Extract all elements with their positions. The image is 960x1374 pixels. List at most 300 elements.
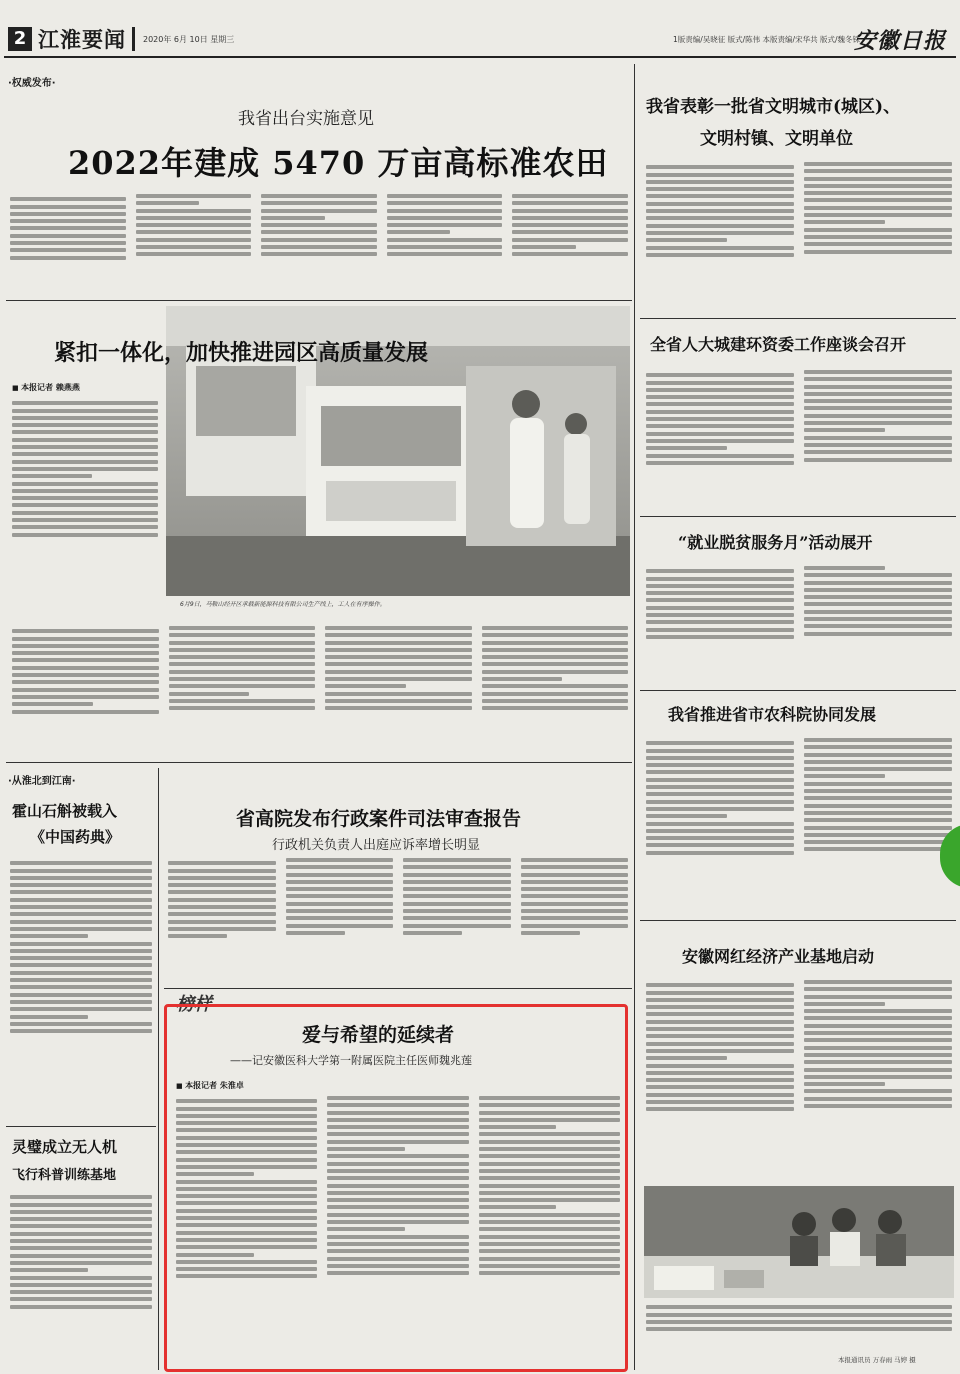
- text-line: [646, 439, 794, 443]
- text-line: [804, 573, 952, 577]
- text-line: [168, 869, 276, 873]
- text-line: [646, 1064, 794, 1068]
- text-line: [479, 1257, 620, 1261]
- text-line: [10, 1007, 152, 1011]
- text-line: [479, 1242, 620, 1246]
- text-line: [136, 201, 200, 205]
- text-line: [325, 670, 472, 674]
- text-line: [804, 624, 952, 628]
- text-line: [12, 680, 159, 684]
- doctor-body: [176, 1096, 620, 1366]
- text-line: [804, 818, 952, 822]
- text-line: [646, 591, 794, 595]
- text-line: [327, 1213, 468, 1217]
- text-line: [403, 865, 511, 869]
- park-body: [12, 626, 628, 756]
- text-line: [646, 1071, 794, 1075]
- text-line: [479, 1205, 557, 1209]
- text-line: [169, 648, 316, 652]
- row-rule: [640, 318, 956, 319]
- text-line: [325, 626, 472, 630]
- text-line: [168, 912, 276, 916]
- text-line: [176, 1231, 317, 1235]
- text-line: [804, 789, 952, 793]
- text-line: [176, 1187, 317, 1191]
- masthead-divider: [132, 27, 135, 51]
- text-line: [327, 1176, 468, 1180]
- text-line: [169, 641, 316, 645]
- text-line: [403, 916, 511, 920]
- text-line: [168, 876, 276, 880]
- text-line: [176, 1245, 317, 1249]
- text-line: [646, 194, 794, 198]
- text-line: [261, 216, 325, 220]
- row-rule: [640, 516, 956, 517]
- text-line: [327, 1103, 468, 1107]
- text-line: [10, 1015, 88, 1019]
- text-line: [646, 1320, 952, 1324]
- text-line: [804, 617, 952, 621]
- text-line: [10, 1210, 152, 1214]
- text-line: [479, 1264, 620, 1268]
- text-line: [804, 811, 952, 815]
- text-line: [646, 807, 794, 811]
- text-line: [804, 184, 952, 188]
- congress-headline: 全省人大城建环资委工作座谈会召开: [650, 335, 907, 354]
- text-line: [804, 980, 952, 984]
- text-line: [479, 1125, 557, 1129]
- text-line: [646, 209, 794, 213]
- text-line: [168, 927, 276, 931]
- text-line: [327, 1169, 468, 1173]
- text-line: [176, 1165, 317, 1169]
- text-line: [12, 629, 159, 633]
- text-line: [12, 474, 92, 478]
- text-line: [479, 1220, 620, 1224]
- text-line: [12, 496, 158, 500]
- text-line: [512, 201, 628, 205]
- row-rule: [640, 690, 956, 691]
- text-line: [403, 858, 511, 862]
- text-line: [804, 385, 952, 389]
- text-line: [521, 887, 629, 891]
- text-line: [10, 978, 152, 982]
- text-line: [646, 246, 794, 250]
- text-line: [804, 169, 952, 173]
- text-line: [327, 1111, 468, 1115]
- text-line: [804, 581, 952, 585]
- text-line: [646, 454, 794, 458]
- text-line: [12, 651, 159, 655]
- text-line: [176, 1099, 317, 1103]
- text-line: [12, 489, 158, 493]
- text-line: [482, 633, 629, 637]
- text-line: [10, 256, 126, 260]
- text-line: [12, 525, 158, 529]
- lingbi-headline-2: 飞行科普训练基地: [12, 1168, 117, 1183]
- text-line: [804, 1024, 952, 1028]
- text-line: [10, 890, 152, 894]
- text-line: [12, 423, 158, 427]
- text-line: [176, 1238, 317, 1242]
- text-line: [176, 1201, 317, 1205]
- text-line: [804, 1031, 952, 1035]
- text-line: [10, 1305, 152, 1309]
- text-line: [12, 503, 158, 507]
- text-line: [10, 1290, 152, 1294]
- text-line: [804, 782, 952, 786]
- text-line: [804, 421, 952, 425]
- text-line: [646, 424, 794, 428]
- row-rule: [640, 920, 956, 921]
- text-line: [327, 1220, 468, 1224]
- agri-body: [646, 738, 952, 914]
- text-line: [646, 1027, 794, 1031]
- text-line: [646, 763, 794, 767]
- text-line: [387, 230, 451, 234]
- text-line: [804, 220, 885, 224]
- text-line: [804, 250, 952, 254]
- doctor-subhead: ——记安徽医科大学第一附属医院主任医师魏兆莲: [230, 1054, 472, 1067]
- text-line: [646, 231, 794, 235]
- text-line: [10, 971, 152, 975]
- text-line: [804, 428, 885, 432]
- text-line: [804, 826, 952, 830]
- text-line: [10, 234, 126, 238]
- text-line: [479, 1132, 620, 1136]
- text-line: [176, 1172, 254, 1176]
- text-line: [136, 230, 252, 234]
- text-line: [136, 194, 252, 198]
- text-line: [646, 373, 794, 377]
- text-line: [12, 430, 158, 434]
- text-line: [646, 836, 794, 840]
- text-line: [261, 252, 377, 256]
- text-line: [286, 924, 394, 928]
- text-line: [176, 1267, 317, 1271]
- text-line: [286, 916, 394, 920]
- text-line: [482, 655, 629, 659]
- text-line: [10, 1000, 152, 1004]
- text-line: [325, 692, 472, 696]
- text-line: [176, 1114, 317, 1118]
- text-line: [804, 840, 952, 844]
- civilized-body: [646, 162, 952, 308]
- employment-body: [646, 566, 952, 682]
- text-line: [325, 633, 472, 637]
- text-line: [646, 843, 794, 847]
- masthead: [4, 22, 956, 58]
- text-line: [12, 409, 158, 413]
- text-line: [12, 460, 158, 464]
- text-line: [804, 995, 952, 999]
- text-line: [325, 684, 406, 688]
- text-line: [10, 1276, 152, 1280]
- text-line: [479, 1249, 620, 1253]
- text-line: [646, 991, 794, 995]
- text-line: [804, 1016, 952, 1020]
- text-line: [804, 610, 952, 614]
- text-line: [10, 934, 88, 938]
- text-line: [646, 224, 794, 228]
- text-line: [169, 626, 316, 630]
- doctor-headline: 爱与希望的延续者: [302, 1024, 455, 1046]
- text-line: [646, 851, 794, 855]
- text-line: [12, 658, 159, 662]
- lingbi-headline-1: 灵璧成立无人机: [12, 1138, 118, 1156]
- text-line: [10, 949, 152, 953]
- netcelebrity-photo-credit: 本报通讯员 万春雨 马婷 摄: [838, 1356, 916, 1364]
- text-line: [168, 883, 276, 887]
- text-line: [804, 235, 952, 239]
- text-line: [804, 206, 952, 210]
- text-line: [804, 377, 952, 381]
- text-line: [479, 1111, 620, 1115]
- text-line: [646, 1042, 794, 1046]
- row-rule: [6, 300, 632, 301]
- text-line: [646, 584, 794, 588]
- text-line: [10, 963, 152, 967]
- text-line: [482, 662, 629, 666]
- farmland-kicker: 我省出台实施意见: [238, 109, 374, 129]
- text-line: [482, 648, 629, 652]
- text-line: [10, 1246, 152, 1250]
- row-rule: [6, 1126, 156, 1127]
- text-line: [646, 1049, 794, 1053]
- text-line: [512, 238, 628, 242]
- text-line: [10, 898, 152, 902]
- court-subhead: 行政机关负责人出庭应诉率增长明显: [272, 838, 481, 853]
- text-line: [646, 461, 794, 465]
- text-line: [804, 1060, 952, 1064]
- text-line: [479, 1096, 620, 1100]
- text-line: [646, 1100, 794, 1104]
- section-title: 江淮要闻: [38, 28, 126, 52]
- text-line: [327, 1154, 468, 1158]
- text-line: [646, 741, 794, 745]
- text-line: [646, 1327, 952, 1331]
- text-line: [521, 924, 629, 928]
- text-line: [646, 800, 794, 804]
- text-line: [10, 883, 152, 887]
- text-line: [168, 934, 227, 938]
- text-line: [646, 402, 794, 406]
- text-line: [12, 673, 159, 677]
- park-headline: 紧扣一体化，加快推进园区高质量发展: [54, 340, 429, 366]
- text-line: [12, 401, 158, 405]
- text-line: [521, 894, 629, 898]
- text-line: [479, 1271, 620, 1275]
- text-line: [387, 238, 503, 242]
- text-line: [804, 1104, 952, 1108]
- employment-headline: “就业脱贫服务月”活动展开: [678, 533, 873, 552]
- text-line: [403, 931, 462, 935]
- text-line: [261, 230, 377, 234]
- text-line: [512, 245, 576, 249]
- text-line: [804, 1002, 885, 1006]
- text-line: [804, 242, 952, 246]
- text-line: [646, 829, 794, 833]
- text-line: [327, 1264, 468, 1268]
- civilized-headline-2: 文明村镇、文明单位: [700, 129, 853, 149]
- text-line: [10, 993, 152, 997]
- text-line: [327, 1235, 468, 1239]
- text-line: [479, 1176, 620, 1180]
- civilized-headline-1: 我省表彰一批省文明城市(城区)、: [646, 97, 901, 117]
- netcelebrity-caption: [646, 1302, 952, 1346]
- text-line: [10, 1297, 152, 1301]
- text-line: [403, 924, 511, 928]
- text-line: [10, 1022, 152, 1026]
- text-line: [479, 1162, 620, 1166]
- text-line: [804, 847, 952, 851]
- text-line: [646, 1034, 794, 1038]
- text-line: [176, 1107, 317, 1111]
- text-line: [804, 162, 952, 166]
- text-line: [646, 613, 794, 617]
- text-line: [10, 869, 152, 873]
- text-line: [10, 1224, 152, 1228]
- text-line: [261, 238, 377, 242]
- text-line: [261, 223, 377, 227]
- text-line: [804, 191, 952, 195]
- text-line: [403, 880, 511, 884]
- text-line: [482, 699, 629, 703]
- text-line: [12, 695, 159, 699]
- text-line: [168, 890, 276, 894]
- text-line: [403, 902, 511, 906]
- text-line: [327, 1191, 468, 1195]
- page-number: 2: [8, 27, 32, 51]
- text-line: [136, 252, 252, 256]
- court-headline: 省高院发布行政案件司法审查报告: [236, 808, 522, 830]
- text-line: [325, 699, 472, 703]
- text-line: [387, 209, 503, 213]
- text-line: [261, 209, 377, 213]
- text-line: [646, 202, 794, 206]
- text-line: [512, 216, 628, 220]
- text-line: [804, 1046, 952, 1050]
- text-line: [169, 699, 316, 703]
- text-line: [168, 898, 276, 902]
- text-line: [646, 785, 794, 789]
- text-line: [176, 1128, 317, 1132]
- text-line: [12, 511, 158, 515]
- text-line: [327, 1249, 468, 1253]
- text-line: [479, 1140, 620, 1144]
- text-line: [646, 216, 794, 220]
- text-line: [804, 760, 952, 764]
- text-line: [136, 216, 252, 220]
- text-line: [10, 226, 126, 230]
- text-line: [804, 588, 952, 592]
- text-line: [403, 894, 511, 898]
- text-line: [804, 1009, 952, 1013]
- park-byline: ■ 本报记者 赖燕燕: [12, 382, 80, 393]
- text-line: [12, 710, 159, 714]
- text-line: [12, 688, 159, 692]
- text-line: [521, 931, 580, 935]
- huoshan-headline-2: 《中国药典》: [30, 828, 121, 846]
- text-line: [804, 833, 952, 837]
- text-line: [479, 1184, 620, 1188]
- text-line: [327, 1147, 405, 1151]
- text-line: [176, 1143, 317, 1147]
- text-line: [327, 1162, 468, 1166]
- paper-name: 安徽日报: [853, 28, 946, 54]
- text-line: [482, 626, 629, 630]
- text-line: [10, 927, 152, 931]
- text-line: [136, 238, 252, 242]
- text-line: [176, 1209, 317, 1213]
- text-line: [512, 230, 628, 234]
- text-line: [521, 880, 629, 884]
- text-line: [286, 887, 394, 891]
- text-line: [804, 392, 952, 396]
- text-line: [646, 1020, 794, 1024]
- text-line: [10, 861, 152, 865]
- text-line: [286, 858, 394, 862]
- text-line: [479, 1169, 620, 1173]
- text-line: [646, 1305, 952, 1309]
- text-line: [482, 677, 563, 681]
- text-line: [176, 1150, 317, 1154]
- text-line: [646, 165, 794, 169]
- text-line: [512, 194, 628, 198]
- farmland-body: [10, 194, 628, 292]
- text-line: [10, 1254, 152, 1258]
- text-line: [327, 1096, 468, 1100]
- text-line: [325, 662, 472, 666]
- text-line: [10, 197, 126, 201]
- text-line: [10, 212, 126, 216]
- text-line: [646, 983, 794, 987]
- text-line: [12, 416, 158, 420]
- text-line: [804, 213, 952, 217]
- text-line: [646, 1093, 794, 1097]
- huoshan-headline-1: 霍山石斛被载入: [12, 802, 118, 820]
- text-line: [646, 635, 794, 639]
- text-line: [646, 770, 794, 774]
- text-line: [327, 1227, 405, 1231]
- text-line: [10, 956, 152, 960]
- text-line: [804, 767, 952, 771]
- text-line: [10, 920, 152, 924]
- text-line: [646, 628, 794, 632]
- text-line: [169, 662, 316, 666]
- text-line: [804, 450, 952, 454]
- text-line: [646, 749, 794, 753]
- text-line: [136, 209, 252, 213]
- text-line: [12, 644, 159, 648]
- text-line: [804, 774, 885, 778]
- text-line: [261, 201, 377, 205]
- text-line: [12, 467, 158, 471]
- text-line: [176, 1194, 317, 1198]
- text-line: [10, 219, 126, 223]
- text-line: [327, 1271, 468, 1275]
- text-line: [169, 670, 316, 674]
- text-line: [804, 745, 952, 749]
- text-line: [521, 902, 629, 906]
- text-line: [804, 443, 952, 447]
- text-line: [804, 436, 952, 440]
- text-line: [387, 223, 503, 227]
- text-line: [804, 458, 952, 462]
- text-line: [327, 1242, 468, 1246]
- text-line: [176, 1180, 317, 1184]
- park-photo-caption: 6月9日，马鞍山经开区承载新能源科技有限公司生产线上，工人在有序操作。: [180, 601, 386, 608]
